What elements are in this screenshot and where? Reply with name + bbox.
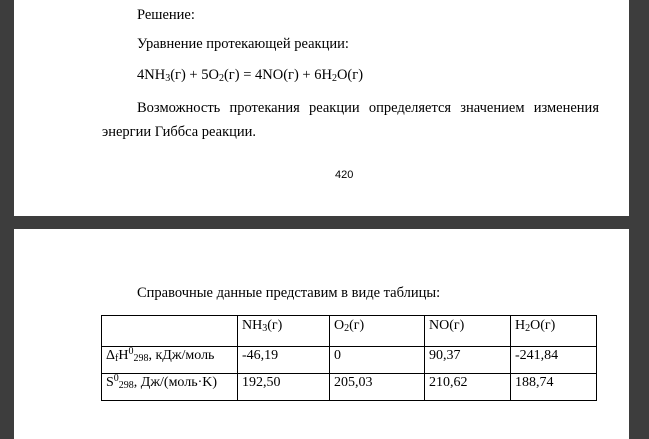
table-cell: 0: [330, 347, 425, 374]
table-corner-cell: [102, 316, 238, 347]
table-cell: 205,03: [330, 374, 425, 401]
solution-label: Решение:: [137, 7, 195, 23]
row-label-enthalpy: $\Delta_fH^0_{298}$, кДж/моль: [102, 347, 238, 374]
page-2: [14, 229, 629, 439]
table-cell: 188,74: [511, 374, 597, 401]
header-nh3: $NH_3(г)$: [238, 316, 330, 347]
table-cell: -46,19: [238, 347, 330, 374]
header-no: NO(г): [425, 316, 511, 347]
table-row-enthalpy: [102, 347, 597, 374]
table-cell: 210,62: [425, 374, 511, 401]
reaction-equation: $4NH_3(г) + 5O_2(г) = 4NO(г) + 6H_2O(г)$: [137, 67, 364, 84]
page-1: [14, 0, 629, 216]
header-h2o: $H_2O(г)$: [511, 316, 597, 347]
table-intro: Справочные данные представим в виде таблицы:: [137, 285, 441, 301]
table-cell: 192,50: [238, 374, 330, 401]
table-cell: 90,37: [425, 347, 511, 374]
row-label-entropy: $S^0_{298}$, Дж/(моль·K): [102, 374, 238, 401]
paragraph-line-1: Возможность протекания реакции определяется значением изменения: [137, 100, 599, 116]
page-number: 420: [335, 169, 354, 181]
table-row-entropy: [102, 374, 597, 401]
reference-data-table: [101, 315, 597, 401]
paragraph-line-2: энергии Гиббса реакции.: [102, 124, 257, 140]
table-cell: -241,84: [511, 347, 597, 374]
table-header-row: [102, 316, 597, 347]
header-o2: $O_2(г)$: [330, 316, 425, 347]
equation-intro: Уравнение протекающей реакции:: [137, 36, 349, 52]
